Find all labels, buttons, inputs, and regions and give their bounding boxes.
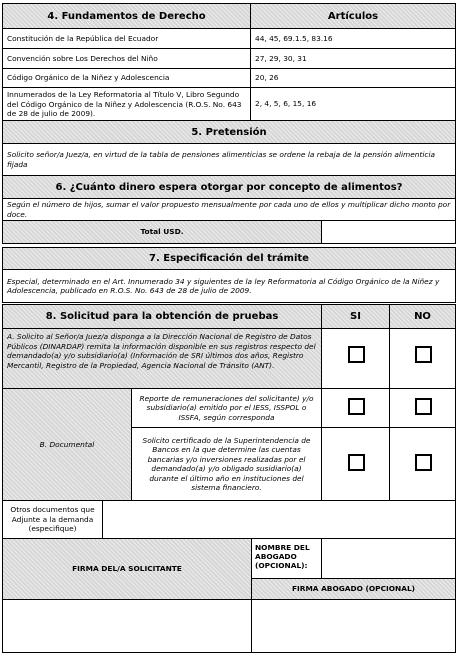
lawyer-signature-label: FIRMA ABOGADO (OPCIONAL)	[251, 578, 456, 600]
request-b1-si-checkbox[interactable]	[348, 398, 365, 415]
request-b2-text: Solicito certificado de la Superintendencia de Bancos en la que determine las cuentas bancarias y/o inversiones realizadas por el demandado(a) y/o obligado susidiario(a) durante el último año en instituciones del sistema financiero.	[131, 427, 322, 501]
law-row-4-articles[interactable]: 2, 4, 5, 6, 15, 16	[250, 87, 456, 121]
section6-title: 6. ¿Cuánto dinero espera otorgar por concepto de alimentos?	[2, 175, 456, 199]
section5-title: 5. Pretensión	[2, 120, 456, 144]
request-b1-no-checkbox[interactable]	[415, 398, 432, 415]
request-a-si-checkbox[interactable]	[348, 346, 365, 363]
pretension-text[interactable]: Solicito señor/a Juez/a, en virtud de la tabla de pensiones alimenticias se ordene la rebaja de la pensión alimenticia fijada	[2, 143, 456, 176]
law-row-2-articles[interactable]: 27, 29, 30, 31	[250, 48, 456, 69]
other-documents-label: Otros documentos que Adjunte a la demanda (especifique)	[2, 500, 103, 539]
request-b1-text: Reporte de remuneraciones del solicitante) y/o subsidiario(a) emitido por el IESS, ISSPOL o ISSFA, según corresponda	[131, 388, 322, 428]
section8-title: 8. Solicitud para la obtención de pruebas	[2, 304, 322, 329]
section4-title: 4. Fundamentos de Derecho	[2, 3, 251, 29]
applicant-signature-label: FIRMA DEL/A SOLICITANTE	[2, 538, 252, 600]
total-usd-label: Total USD.	[2, 220, 322, 244]
lawyer-name-field[interactable]	[321, 538, 456, 579]
other-documents-field[interactable]	[102, 500, 456, 539]
request-b2-si-checkbox[interactable]	[348, 454, 365, 471]
no-header: NO	[389, 304, 456, 329]
law-row-1-articles[interactable]: 44, 45, 69.1.5, 83.16	[250, 28, 456, 49]
applicant-signature-field[interactable]	[2, 599, 252, 653]
law-row-3-articles[interactable]: 20, 26	[250, 68, 456, 88]
request-a-no-cell	[389, 328, 456, 389]
lawyer-signature-field[interactable]	[251, 599, 456, 653]
procedure-text: Especial, determinado en el Art. Innumerado 34 y siguientes de la ley Reformatoria al Código Orgánico de la Niñez y Adolescencia, publicado en R.O.S. No. 643 de 28 de julio de 2009.	[2, 269, 456, 303]
request-a-no-checkbox[interactable]	[415, 346, 432, 363]
request-a-text: A. Solicito al Señor/a Juez/a disponga a la Dirección Nacional de Registro de Datos Públicos (DINARDAP) remita la información disponible en sus registros respecto del demandado(a) y/o subsidiario(a) (Información de SRI últimos dos años, Registro Mercantil, Registro de la Propiedad, Agencia Nacional de Tránsito (ANT).	[2, 328, 322, 389]
law-row-4-name: Innumerados de la Ley Reformatoria al Título V, Libro Segundo del Código Orgánico de la Niñez y Adolescencia (R.O.S. No. 643 de 28 de julio de 2009).	[2, 87, 251, 121]
request-a-si-cell	[321, 328, 390, 389]
law-row-2-name: Convención sobre Los Derechos del Niño	[2, 48, 251, 69]
alimony-instructions: Según el número de hijos, sumar el valor propuesto mensualmente por cada uno de ellos y multiplicar dicho monto por doce.	[2, 198, 456, 221]
request-b1-si-cell	[321, 388, 390, 428]
request-b2-no-checkbox[interactable]	[415, 454, 432, 471]
request-b2-si-cell	[321, 427, 390, 501]
si-header: SI	[321, 304, 390, 329]
section7-title: 7. Especificación del trámite	[2, 247, 456, 270]
lawyer-name-label: NOMBRE DEL ABOGADO (OPCIONAL):	[251, 538, 322, 579]
documental-label: B. Documental	[2, 388, 132, 501]
total-usd-field[interactable]	[321, 220, 456, 244]
law-row-1-name: Constitución de la República del Ecuador	[2, 28, 251, 49]
request-b2-no-cell	[389, 427, 456, 501]
request-b1-no-cell	[389, 388, 456, 428]
articles-header: Artículos	[250, 3, 456, 29]
law-row-3-name: Código Orgánico de la Niñez y Adolescencia	[2, 68, 251, 88]
